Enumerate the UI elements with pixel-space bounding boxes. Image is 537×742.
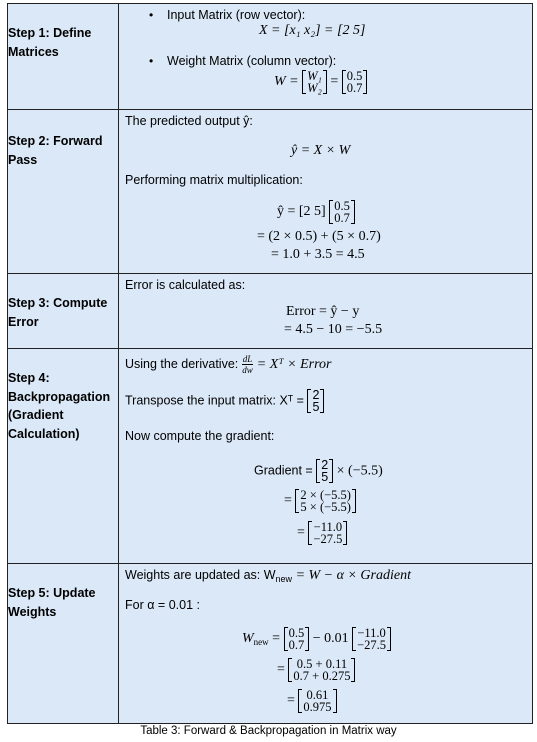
equation: X = [x₁ x₂] = [2 5] (259, 23, 366, 38)
equation: = 4.5 − 10 = −5.5 (284, 322, 383, 337)
equation: = −11.0 −27.5 (297, 521, 347, 545)
bullet: • (149, 54, 154, 68)
text-line: Now compute the gradient: (125, 429, 275, 443)
text-line: Error is calculated as: (125, 278, 246, 292)
step-label: Step 3: Compute Error (8, 274, 119, 349)
matrix: 2 5 (307, 389, 324, 413)
step-label: Step 2: Forward Pass (8, 110, 119, 274)
table-row (8, 274, 533, 349)
bullet-text: Weight Matrix (column vector): (167, 54, 337, 68)
step-body (119, 110, 533, 274)
text-line: Weights are updated as: $W_{new} = W - \alpha$ × Gradient (125, 568, 411, 584)
equation: W = W₁ W₂ = 0.5 0.7 (274, 70, 367, 94)
table-row (8, 4, 533, 110)
matrix: −11.0 −27.5 (308, 521, 347, 545)
matrix: W₁ W₂ (302, 70, 327, 94)
table-caption: Table 3: Forward & Backpropagation in Matrix way (140, 725, 397, 737)
text-line: Performing matrix multiplication: (125, 173, 303, 187)
step-body (119, 564, 533, 724)
step-body (119, 274, 533, 349)
equation: = 2 × (−5.5) 5 × (−5.5) (284, 489, 356, 513)
matrix: 2 × (−5.5) 5 × (−5.5) (295, 489, 356, 513)
matrix: 0.5 0.7 (284, 627, 310, 651)
equation: $W_{new}$ = 0.5 0.7 − 0.01 −11.0 −27.5 (242, 627, 391, 651)
table-row (8, 564, 533, 724)
equation: = (2 × 0.5) + (5 × 0.7) (257, 229, 381, 244)
step-label: Step 1: Define Matrices (8, 4, 119, 110)
equation: Error = ŷ − y (286, 304, 360, 319)
equation: = 1.0 + 3.5 = 4.5 (271, 247, 365, 262)
matrix: −11.0 −27.5 (352, 627, 391, 651)
matrix: 0.5 0.7 (329, 200, 355, 224)
text-line: The predicted output ŷ: (125, 114, 253, 128)
step-body (119, 349, 533, 564)
bullet: • (149, 8, 154, 22)
step-label: Step 4: Backpropagation (Gradient Calculation) (8, 349, 119, 564)
equation: Gradient = 2 5 × (−5.5) (254, 458, 383, 484)
text-line: For α = 0.01 : (125, 598, 200, 612)
matrix: 0.5 + 0.11 0.7 + 0.275 (288, 658, 355, 682)
equation: ŷ = [2 5] 0.5 0.7 (277, 200, 355, 224)
fraction: $\frac{dL}{dw}$ (242, 354, 253, 375)
bullet-text: Input Matrix (row vector): (167, 8, 306, 22)
equation: = 0.61 0.975 (287, 689, 337, 713)
text-line: Transpose the input matrix: Xᵀ = 2 5 (125, 389, 324, 413)
matrix: 0.61 0.975 (298, 689, 336, 713)
equation: = 0.5 + 0.11 0.7 + 0.275 (277, 658, 355, 682)
step-label: Step 5: Update Weights (8, 564, 119, 724)
steps-table (7, 3, 533, 724)
table-row (8, 110, 533, 274)
table-row (8, 349, 533, 564)
equation: ŷ = X × W (291, 143, 351, 158)
step-body (119, 4, 533, 110)
matrix: 0.5 0.7 (342, 70, 368, 94)
text-line: Using the derivative: $\frac{dL}{dw}$ = Xᵀ × Error (125, 354, 332, 375)
matrix: 2 5 (316, 459, 333, 483)
